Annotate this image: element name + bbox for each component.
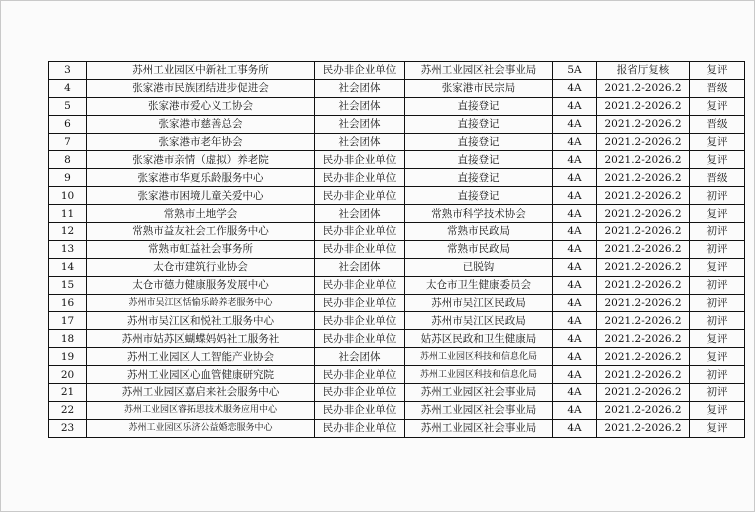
rating-grade-cell: 4A [553,348,597,366]
supervising-authority-cell: 直接登记 [405,169,553,187]
supervising-authority-cell: 直接登记 [405,187,553,205]
row-number-cell: 20 [49,366,87,384]
evaluation-mode-cell: 晋级 [690,79,745,97]
row-number-cell: 16 [49,294,87,312]
org-name-cell: 苏州市吴江区和悦社工服务中心 [87,312,315,330]
evaluation-mode-cell: 复评 [690,401,745,419]
table-row [49,419,745,437]
validity-period-cell: 2021.2-2026.2 [597,115,690,133]
org-name-cell: 苏州工业园区乐济公益婚恋服务中心 [87,419,315,437]
table-row [49,187,745,205]
supervising-authority-cell: 直接登记 [405,97,553,115]
rating-grade-cell: 4A [553,384,597,402]
org-name-cell: 常熟市益友社会工作服务中心 [87,223,315,241]
table-row [49,240,745,258]
rating-grade-cell: 4A [553,330,597,348]
supervising-authority-cell: 姑苏区民政和卫生健康局 [405,330,553,348]
evaluation-mode-cell: 复评 [690,348,745,366]
table-row [49,62,745,80]
org-type-cell: 社会团体 [315,133,405,151]
evaluation-mode-cell: 复评 [690,133,745,151]
org-name-cell: 苏州市姑苏区蝴蝶妈妈社工服务社 [87,330,315,348]
supervising-authority-cell: 常熟市民政局 [405,240,553,258]
table-row [49,348,745,366]
supervising-authority-cell: 苏州工业园区社会事业局 [405,419,553,437]
row-number-cell: 8 [49,151,87,169]
table-body [49,62,745,438]
row-number-cell: 5 [49,97,87,115]
evaluation-mode-cell: 复评 [690,205,745,223]
table-row [49,169,745,187]
validity-period-cell: 2021.2-2026.2 [597,205,690,223]
row-number-cell: 9 [49,169,87,187]
org-type-cell: 民办非企业单位 [315,384,405,402]
table-row [49,366,745,384]
org-type-cell: 民办非企业单位 [315,312,405,330]
validity-period-cell: 2021.2-2026.2 [597,151,690,169]
table-row [49,97,745,115]
row-number-cell: 14 [49,258,87,276]
supervising-authority-cell: 太仓市卫生健康委员会 [405,276,553,294]
supervising-authority-cell: 直接登记 [405,115,553,133]
rating-grade-cell: 4A [553,97,597,115]
validity-period-cell: 2021.2-2026.2 [597,258,690,276]
row-number-cell: 23 [49,419,87,437]
org-name-cell: 张家港市困境儿童关爱中心 [87,187,315,205]
table-row [49,276,745,294]
table-row [49,258,745,276]
supervising-authority-cell: 张家港市民宗局 [405,79,553,97]
org-name-cell: 常熟市土地学会 [87,205,315,223]
table-row [49,401,745,419]
validity-period-cell: 2021.2-2026.2 [597,312,690,330]
row-number-cell: 18 [49,330,87,348]
rating-grade-cell: 4A [553,223,597,241]
rating-grade-cell: 4A [553,366,597,384]
validity-period-cell: 2021.2-2026.2 [597,187,690,205]
validity-period-cell: 2021.2-2026.2 [597,384,690,402]
table-row [49,294,745,312]
row-number-cell: 12 [49,223,87,241]
org-name-cell: 太仓市德力健康服务发展中心 [87,276,315,294]
row-number-cell: 11 [49,205,87,223]
validity-period-cell: 2021.2-2026.2 [597,330,690,348]
org-type-cell: 民办非企业单位 [315,330,405,348]
rating-grade-cell: 4A [553,79,597,97]
row-number-cell: 15 [49,276,87,294]
rating-grade-cell: 4A [553,276,597,294]
table-row [49,151,745,169]
supervising-authority-cell: 苏州工业园区科技和信息化局 [405,348,553,366]
evaluation-mode-cell: 复评 [690,151,745,169]
rating-grade-cell: 4A [553,240,597,258]
org-type-cell: 民办非企业单位 [315,223,405,241]
validity-period-cell: 2021.2-2026.2 [597,133,690,151]
validity-period-cell: 2021.2-2026.2 [597,79,690,97]
table-row [49,384,745,402]
evaluation-mode-cell: 初评 [690,223,745,241]
org-name-cell: 苏州市吴江区恬愉乐龄养老服务中心 [87,294,315,312]
row-number-cell: 10 [49,187,87,205]
org-type-cell: 社会团体 [315,115,405,133]
supervising-authority-cell: 苏州工业园区社会事业局 [405,401,553,419]
org-type-cell: 民办非企业单位 [315,419,405,437]
org-name-cell: 张家港市慈善总会 [87,115,315,133]
supervising-authority-cell: 常熟市民政局 [405,223,553,241]
org-type-cell: 社会团体 [315,258,405,276]
org-type-cell: 民办非企业单位 [315,151,405,169]
table-row [49,115,745,133]
org-name-cell: 张家港市爱心义工协会 [87,97,315,115]
rating-grade-cell: 4A [553,169,597,187]
supervising-authority-cell: 直接登记 [405,151,553,169]
validity-period-cell: 2021.2-2026.2 [597,401,690,419]
rating-grade-cell: 4A [553,312,597,330]
org-name-cell: 张家港市华夏乐龄服务中心 [87,169,315,187]
row-number-cell: 4 [49,79,87,97]
org-name-cell: 张家港市亲情（虚拟）养老院 [87,151,315,169]
table-row [49,312,745,330]
supervising-authority-cell: 苏州工业园区社会事业局 [405,62,553,80]
row-number-cell: 13 [49,240,87,258]
validity-period-cell: 2021.2-2026.2 [597,97,690,115]
org-type-cell: 民办非企业单位 [315,401,405,419]
table-row [49,79,745,97]
evaluation-mode-cell: 初评 [690,384,745,402]
validity-period-cell: 2021.2-2026.2 [597,366,690,384]
org-name-cell: 苏州工业园区人工智能产业协会 [87,348,315,366]
evaluation-mode-cell: 初评 [690,187,745,205]
org-type-cell: 民办非企业单位 [315,62,405,80]
org-rating-table [48,61,745,438]
org-type-cell: 民办非企业单位 [315,240,405,258]
rating-grade-cell: 5A [553,62,597,80]
org-type-cell: 社会团体 [315,348,405,366]
row-number-cell: 21 [49,384,87,402]
row-number-cell: 22 [49,401,87,419]
supervising-authority-cell: 苏州工业园区社会事业局 [405,384,553,402]
table-row [49,330,745,348]
rating-grade-cell: 4A [553,258,597,276]
evaluation-mode-cell: 复评 [690,258,745,276]
org-type-cell: 社会团体 [315,205,405,223]
row-number-cell: 6 [49,115,87,133]
row-number-cell: 17 [49,312,87,330]
org-name-cell: 张家港市民族团结进步促进会 [87,79,315,97]
org-name-cell: 常熟市虹益社会事务所 [87,240,315,258]
org-name-cell: 张家港市老年协会 [87,133,315,151]
rating-grade-cell: 4A [553,151,597,169]
org-type-cell: 民办非企业单位 [315,276,405,294]
evaluation-mode-cell: 初评 [690,366,745,384]
rating-grade-cell: 4A [553,205,597,223]
supervising-authority-cell: 苏州市吴江区民政局 [405,312,553,330]
supervising-authority-cell: 常熟市科学技术协会 [405,205,553,223]
validity-period-cell: 报省厅复核 [597,62,690,80]
evaluation-mode-cell: 初评 [690,294,745,312]
rating-grade-cell: 4A [553,401,597,419]
org-type-cell: 民办非企业单位 [315,187,405,205]
evaluation-mode-cell: 复评 [690,419,745,437]
validity-period-cell: 2021.2-2026.2 [597,419,690,437]
evaluation-mode-cell: 复评 [690,97,745,115]
validity-period-cell: 2021.2-2026.2 [597,348,690,366]
org-name-cell: 苏州工业园区中新社工事务所 [87,62,315,80]
org-type-cell: 民办非企业单位 [315,169,405,187]
rating-grade-cell: 4A [553,133,597,151]
rating-grade-cell: 4A [553,419,597,437]
row-number-cell: 7 [49,133,87,151]
validity-period-cell: 2021.2-2026.2 [597,169,690,187]
org-type-cell: 民办非企业单位 [315,366,405,384]
rating-grade-cell: 4A [553,115,597,133]
validity-period-cell: 2021.2-2026.2 [597,223,690,241]
validity-period-cell: 2021.2-2026.2 [597,276,690,294]
org-name-cell: 太仓市建筑行业协会 [87,258,315,276]
org-type-cell: 民办非企业单位 [315,294,405,312]
evaluation-mode-cell: 初评 [690,240,745,258]
row-number-cell: 3 [49,62,87,80]
supervising-authority-cell: 苏州市吴江区民政局 [405,294,553,312]
validity-period-cell: 2021.2-2026.2 [597,294,690,312]
evaluation-mode-cell: 初评 [690,312,745,330]
evaluation-mode-cell: 复评 [690,330,745,348]
table-row [49,205,745,223]
row-number-cell: 19 [49,348,87,366]
org-name-cell: 苏州工业园区心血管健康研究院 [87,366,315,384]
rating-grade-cell: 4A [553,294,597,312]
supervising-authority-cell: 已脱钩 [405,258,553,276]
evaluation-mode-cell: 晋级 [690,115,745,133]
org-type-cell: 社会团体 [315,79,405,97]
evaluation-mode-cell: 初评 [690,276,745,294]
supervising-authority-cell: 直接登记 [405,133,553,151]
org-name-cell: 苏州工业园区睿拓思技术服务应用中心 [87,401,315,419]
validity-period-cell: 2021.2-2026.2 [597,240,690,258]
evaluation-mode-cell: 复评 [690,62,745,80]
supervising-authority-cell: 苏州工业园区科技和信息化局 [405,366,553,384]
table-row [49,223,745,241]
table-row [49,133,745,151]
org-type-cell: 社会团体 [315,97,405,115]
evaluation-mode-cell: 晋级 [690,169,745,187]
rating-grade-cell: 4A [553,187,597,205]
org-name-cell: 苏州工业园区嘉启来社会服务中心 [87,384,315,402]
